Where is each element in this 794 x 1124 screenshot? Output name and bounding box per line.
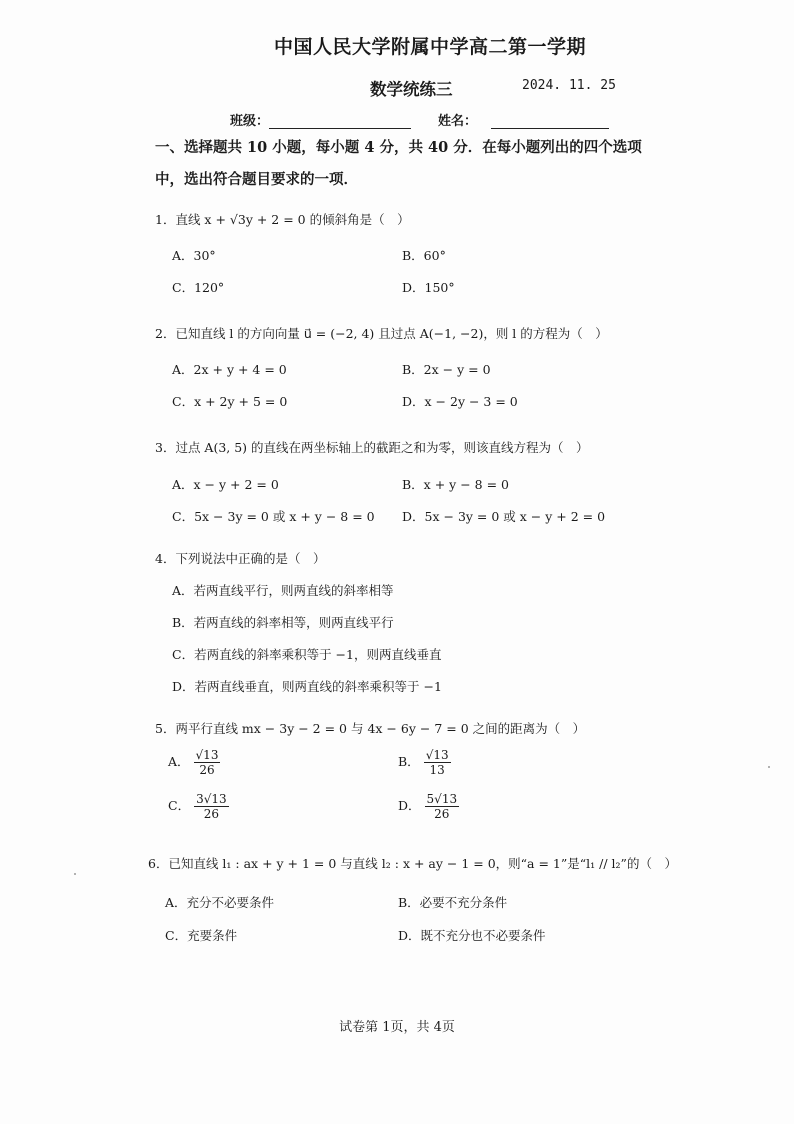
q5-option-c-fraction bbox=[194, 792, 229, 821]
q4-option-a: A．若两直线平行，则两直线的斜率相等 bbox=[172, 583, 394, 598]
exam-title: 中国人民大学附属中学高二第一学期 bbox=[273, 36, 586, 58]
question-5-stem: 5．两平行直线 mx − 3y − 2 = 0 与 4x − 6y − 7 = 0 之间的距离为（ ） bbox=[155, 721, 586, 736]
q2-option-b: B．2x − y = 0 bbox=[402, 362, 491, 377]
page-footer: 试卷第 1页，共 4页 bbox=[339, 1020, 455, 1035]
q5-option-d-fraction bbox=[425, 792, 460, 821]
fraction-numerator: 3√13 bbox=[196, 792, 227, 806]
exam-subtitle: 数学统练三 bbox=[370, 80, 453, 99]
name-label: 姓名： bbox=[438, 114, 478, 129]
q6-option-d: D．既不充分也不必要条件 bbox=[398, 928, 546, 943]
q1-option-a: A．30° bbox=[172, 248, 216, 263]
q5-option-c bbox=[168, 792, 229, 821]
fraction-numerator: 5√13 bbox=[426, 792, 458, 806]
q6-option-b: B．必要不充分条件 bbox=[398, 895, 508, 910]
question-4-stem: 4．下列说法中正确的是（ ） bbox=[155, 551, 326, 566]
q5-option-a-fraction bbox=[194, 748, 221, 777]
q3-option-b: B．x + y − 8 = 0 bbox=[402, 477, 509, 492]
name-field bbox=[438, 110, 609, 129]
fraction-denominator: 26 bbox=[199, 763, 215, 777]
q5-option-c-letter: C． bbox=[168, 798, 191, 813]
q4-option-c: C．若两直线的斜率乘积等于 −1，则两直线垂直 bbox=[172, 647, 442, 662]
q1-option-d: D．150° bbox=[402, 280, 455, 295]
exam-date: 2024. 11. 25 bbox=[522, 78, 616, 93]
name-blank bbox=[491, 114, 609, 129]
q4-option-d: D．若两直线垂直，则两直线的斜率乘积等于 −1 bbox=[172, 679, 442, 694]
q5-option-b bbox=[398, 748, 451, 777]
question-6-stem: 6．已知直线 l₁ : ax + y + 1 = 0 与直线 l₂ : x + ay − 1 = 0，则“a = 1”是“l₁ // l₂”的（ ） bbox=[148, 856, 677, 871]
fraction-numerator: √13 bbox=[425, 748, 449, 762]
q2-option-c: C．x + 2y + 5 = 0 bbox=[172, 394, 288, 409]
question-2-stem: 2．已知直线 l 的方向向量 u⃗ = (−2, 4) 且过点 A(−1, −2)，则 l 的方程为（ ） bbox=[155, 326, 608, 341]
scan-speck bbox=[74, 873, 76, 875]
fraction-denominator: 13 bbox=[429, 763, 445, 777]
fraction-numerator: √13 bbox=[195, 748, 219, 762]
question-3-stem: 3．过点 A(3, 5) 的直线在两坐标轴上的截距之和为零，则该直线方程为（ ） bbox=[155, 440, 589, 455]
q5-option-b-fraction bbox=[424, 748, 451, 777]
q6-option-a: A．充分不必要条件 bbox=[165, 895, 275, 910]
q5-option-a-letter: A． bbox=[168, 754, 190, 769]
q5-option-a bbox=[168, 748, 220, 777]
q2-option-a: A．2x + y + 4 = 0 bbox=[172, 362, 287, 377]
q5-option-d-letter: D． bbox=[398, 798, 421, 813]
q6-option-c: C．充要条件 bbox=[165, 928, 238, 943]
scan-speck bbox=[768, 766, 770, 768]
q2-option-d: D．x − 2y − 3 = 0 bbox=[402, 394, 518, 409]
q1-option-c: C．120° bbox=[172, 280, 225, 295]
q3-option-c: C．5x − 3y = 0 或 x + y − 8 = 0 bbox=[172, 509, 375, 524]
fraction-denominator: 26 bbox=[434, 807, 450, 821]
class-field bbox=[230, 110, 411, 129]
q1-option-b: B．60° bbox=[402, 248, 446, 263]
q5-option-d bbox=[398, 792, 459, 821]
q3-option-d: D．5x − 3y = 0 或 x − y + 2 = 0 bbox=[402, 509, 606, 524]
section-heading: 一、选择题共 10 小题，每小题 4 分，共 40 分．在每小题列出的四个选项中，选出符合题目要求的一项． bbox=[155, 139, 642, 188]
class-label: 班级： bbox=[230, 114, 270, 129]
question-1-stem: 1．直线 x + √3y + 2 = 0 的倾斜角是（ ） bbox=[155, 212, 410, 227]
q4-option-b: B．若两直线的斜率相等，则两直线平行 bbox=[172, 615, 394, 630]
q5-option-b-letter: B． bbox=[398, 754, 420, 769]
q3-option-a: A．x − y + 2 = 0 bbox=[172, 477, 279, 492]
class-blank bbox=[269, 114, 411, 129]
fraction-denominator: 26 bbox=[203, 807, 219, 821]
